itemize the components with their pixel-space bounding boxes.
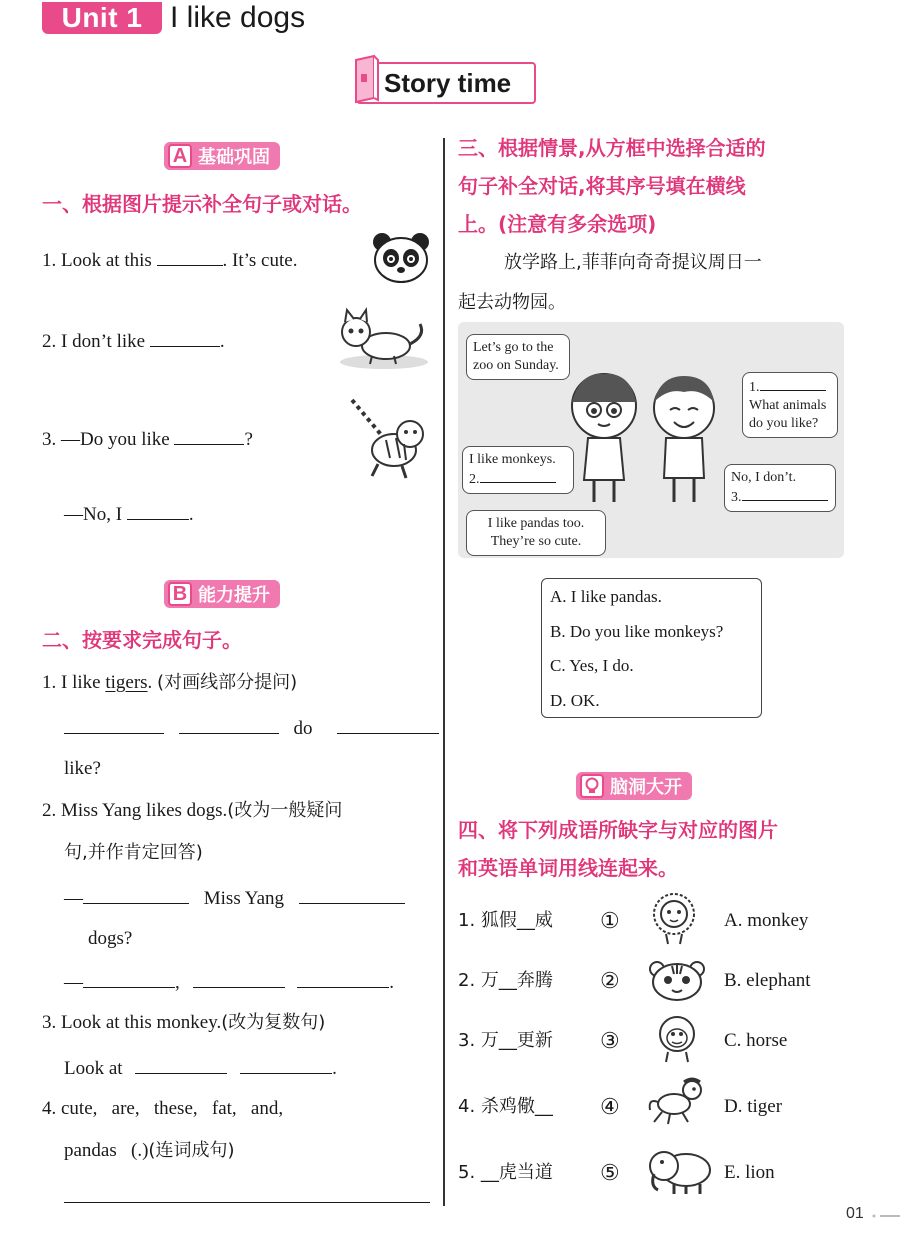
book-icon: [352, 54, 382, 104]
sec3-intro-1: 放学路上,菲菲向奇奇提议周日一: [504, 252, 762, 273]
sec1-q3: [42, 425, 253, 453]
section-2-heading: 二、按要求完成句子。: [42, 628, 242, 652]
sec2-q3-text: 3. Look at this monkey.: [42, 1012, 222, 1033]
sec1-q1: [42, 246, 297, 274]
instruction-note: (改为复数句): [221, 1012, 326, 1033]
option-d: D. OK.: [550, 691, 600, 710]
speech-bubble-3: [462, 446, 574, 494]
section-4-heading-2: 和英语单词用线连起来。: [458, 856, 678, 880]
section-3-heading-3: 上。(注意有多余选项): [458, 212, 657, 236]
idiom-3: 3. 万__更新: [458, 1030, 553, 1051]
answer-blank[interactable]: [299, 884, 405, 904]
word-option-e[interactable]: E. lion: [724, 1162, 775, 1183]
sec2-q2-answer2: [64, 968, 394, 996]
sec1-q2-text: 2. I don’t like: [42, 331, 146, 352]
answer-blank[interactable]: [297, 968, 389, 988]
sec1-q3-end: ?: [244, 429, 253, 450]
idiom-5: 5. __虎当道: [458, 1162, 553, 1183]
children-illustration: [560, 362, 730, 508]
answer-blank[interactable]: [179, 714, 279, 734]
picture-number-3[interactable]: ③: [600, 1028, 620, 1053]
bubble-4-blank-row: [731, 487, 829, 507]
answer-blank[interactable]: [240, 1054, 332, 1074]
word-look-at: Look at: [64, 1058, 123, 1079]
option-c: C. Yes, I do.: [550, 656, 634, 675]
section-badge-a: [164, 142, 280, 170]
period: .: [332, 1058, 337, 1079]
picture-number-2[interactable]: ②: [600, 968, 620, 993]
badge-letter-b: B: [168, 582, 192, 606]
badge-label-b: 能力提升: [198, 585, 270, 606]
answer-blank[interactable]: [150, 327, 220, 347]
speech-bubble-4: [724, 464, 836, 512]
sec1-q3b-text: —No, I: [64, 504, 123, 525]
sec2-q1-like: like?: [64, 758, 101, 779]
answer-blank[interactable]: [760, 377, 826, 391]
page-dots-decoration: [872, 1214, 900, 1218]
sec2-q3: [42, 1010, 325, 1036]
tiger-face-icon[interactable]: [648, 960, 706, 1002]
underlined-word: tigers: [105, 672, 148, 693]
answer-line[interactable]: [64, 1202, 430, 1203]
bubble-4-text: No, I don’t.: [731, 470, 797, 485]
bubble-3-blank-row: [469, 469, 567, 489]
lightbulb-icon: [580, 774, 604, 798]
picture-number-1[interactable]: ①: [600, 908, 620, 933]
comma: ,: [175, 972, 180, 993]
sec2-q1-text: 1. I like: [42, 672, 106, 693]
idiom-4: 4. 杀鸡儆__: [458, 1096, 553, 1117]
speech-bubble-1: Let’s go to the zoo on Sunday.: [466, 334, 570, 380]
elephant-icon[interactable]: [646, 1144, 716, 1196]
bubble-3-text: I like monkeys.: [469, 452, 556, 467]
lion-icon[interactable]: [650, 890, 700, 946]
sec1-q3b-end: .: [188, 504, 194, 525]
panda-icon: [372, 232, 430, 284]
word-option-b[interactable]: B. elephant: [724, 970, 811, 991]
idiom-2: 2. 万__奔腾: [458, 970, 553, 991]
section-badge-c: [576, 772, 692, 800]
word-miss-yang: Miss Yang: [203, 888, 285, 909]
answer-blank[interactable]: [337, 714, 439, 734]
answer-blank[interactable]: [742, 487, 828, 501]
sec1-q2: [42, 327, 225, 355]
column-divider: [443, 138, 445, 1206]
bubble-2-text: What animals do you like?: [749, 398, 827, 431]
word-option-d[interactable]: D. tiger: [724, 1096, 783, 1117]
story-time-label: Story time: [384, 68, 512, 98]
answer-blank[interactable]: [83, 884, 189, 904]
section-badge-b: [164, 580, 280, 608]
answer-blank[interactable]: [83, 968, 175, 988]
speech-bubble-2: [742, 372, 838, 438]
answer-blank[interactable]: [135, 1054, 227, 1074]
sec2-q3-answer: [64, 1054, 337, 1082]
sec3-intro-2: 起去动物园。: [458, 292, 566, 313]
bubble-4-number: 3.: [731, 490, 742, 505]
picture-number-4[interactable]: ④: [600, 1094, 620, 1119]
section-1-heading: 一、根据图片提示补全句子或对话。: [42, 192, 362, 216]
instruction-note: (对画线部分提问): [157, 672, 298, 693]
sec2-q2-dogs: dogs?: [88, 928, 133, 949]
sec2-q4-words: pandas (.): [64, 1140, 149, 1161]
instruction-note: (改为一般疑问: [227, 800, 343, 821]
sec2-q1: [42, 670, 297, 696]
section-3-heading-1: 三、根据情景,从方框中选择合适的: [458, 136, 766, 160]
sec2-q4-line1: 4. cute, are, these, fat, and,: [42, 1098, 284, 1119]
period: .: [389, 972, 394, 993]
sec2-q2: [42, 798, 342, 824]
sec2-q2-answer1: [64, 884, 405, 912]
dash: —: [64, 972, 83, 993]
instruction-note: (连词成句): [148, 1140, 235, 1161]
horse-icon[interactable]: [646, 1076, 708, 1126]
answer-blank[interactable]: [480, 469, 556, 483]
unit-badge: Unit 1: [42, 2, 162, 34]
answer-blank[interactable]: [174, 425, 244, 445]
answer-blank[interactable]: [157, 246, 223, 266]
picture-number-5[interactable]: ⑤: [600, 1160, 620, 1185]
sec1-q3-text: 3. —Do you like: [42, 429, 170, 450]
idiom-1: 1. 狐假__威: [458, 910, 553, 931]
speech-bubble-5: I like pandas too. They’re so cute.: [466, 510, 606, 556]
word-option-a[interactable]: A. monkey: [724, 910, 809, 931]
option-a: A. I like pandas.: [550, 587, 662, 606]
badge-label-a: 基础巩固: [198, 147, 270, 168]
sec1-q1-end: . It’s cute.: [222, 250, 298, 271]
sec1-q3b: [64, 500, 194, 528]
answer-blank[interactable]: [64, 714, 164, 734]
unit-title: I like dogs: [170, 1, 306, 34]
sec1-q2-end: .: [219, 331, 225, 352]
sec2-q2-note2: 句,并作肯定回答): [64, 842, 203, 863]
cat-icon: [334, 306, 430, 372]
sec2-q1-answer: [64, 714, 439, 742]
bubble-2-number: 1.: [749, 380, 760, 395]
sec1-q1-text: 1. Look at this: [42, 250, 152, 271]
answer-blank[interactable]: [193, 968, 285, 988]
option-b: B. Do you like monkeys?: [550, 622, 724, 641]
badge-letter-a: A: [168, 144, 192, 168]
dash: —: [64, 888, 83, 909]
word-do: do: [293, 718, 313, 739]
answer-blank[interactable]: [127, 500, 189, 520]
sec2-q4-line2: [64, 1138, 234, 1164]
sec2-q1-period: .: [147, 672, 153, 693]
section-4-heading-1: 四、将下列成语所缺字与对应的图片: [458, 818, 778, 842]
page-number: 01: [846, 1205, 864, 1222]
sec2-q2-text: 2. Miss Yang likes dogs.: [42, 800, 228, 821]
monkey-icon[interactable]: [656, 1014, 698, 1064]
section-3-heading-2: 句子补全对话,将其序号填在横线: [458, 174, 746, 198]
badge-label-c: 脑洞大开: [610, 777, 682, 798]
bubble-2-blank-row: [749, 377, 831, 397]
word-option-c[interactable]: C. horse: [724, 1030, 788, 1051]
tiger-icon: [344, 392, 430, 484]
bubble-3-number: 2.: [469, 472, 480, 487]
